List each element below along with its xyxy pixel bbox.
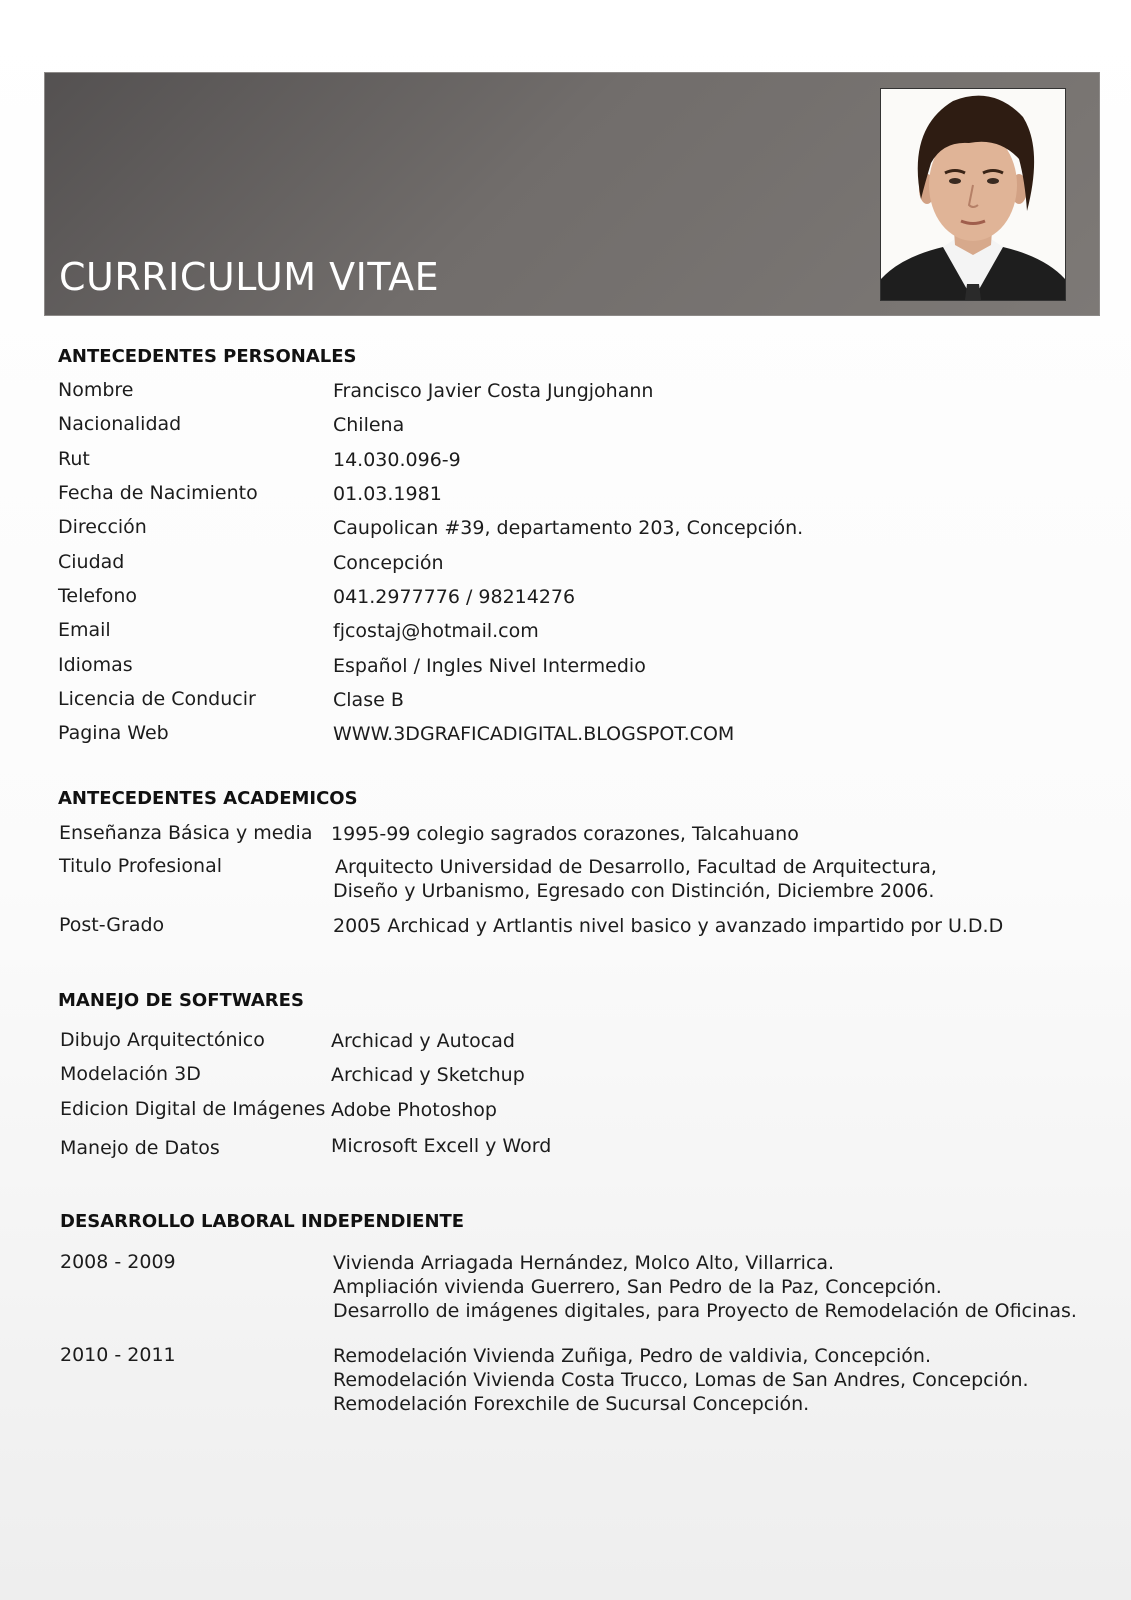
row-value xyxy=(331,822,799,846)
value-line: Remodelación Forexchile de Sucursal Concepción. xyxy=(333,1393,810,1415)
row-label: Nombre xyxy=(58,379,134,401)
section-title-personal: ANTECEDENTES PERSONALES xyxy=(58,346,357,367)
row-value: Adobe Photoshop xyxy=(331,1099,497,1121)
row-value: Clase B xyxy=(333,689,404,711)
row-label: Dirección xyxy=(58,516,147,538)
row-value: Español / Ingles Nivel Intermedio xyxy=(333,655,646,677)
value-line: Remodelación Vivienda Costa Trucco, Lomas de San Andres, Concepción. xyxy=(333,1369,1029,1391)
section-title-software: MANEJO DE SOFTWARES xyxy=(58,990,304,1011)
row-label: Manejo de Datos xyxy=(60,1137,220,1159)
row-label: Fecha de Nacimiento xyxy=(58,482,258,504)
value-line: Ampliación vivienda Guerrero, San Pedro de la Paz, Concepción. xyxy=(333,1276,942,1298)
value-line: Arquitecto Universidad de Desarrollo, Facultad de Arquitectura, xyxy=(335,856,937,878)
row-value: WWW.3DGRAFICADIGITAL.BLOGSPOT.COM xyxy=(333,723,735,745)
profile-photo xyxy=(880,88,1066,301)
row-label: Nacionalidad xyxy=(58,413,182,435)
row-label: Idiomas xyxy=(58,654,133,676)
row-label: Edicion Digital de Imágenes xyxy=(60,1098,326,1120)
header-banner xyxy=(44,72,1100,316)
row-value: Archicad y Sketchup xyxy=(331,1064,525,1086)
row-value xyxy=(333,914,1003,938)
row-label: 2008 - 2009 xyxy=(60,1251,176,1273)
row-value: 041.2977776 / 98214276 xyxy=(333,586,576,608)
row-value: fjcostaj@hotmail.com xyxy=(333,620,539,642)
row-label: Modelación 3D xyxy=(60,1063,201,1085)
row-label: Email xyxy=(58,619,111,641)
row-value: 14.030.096-9 xyxy=(333,449,461,471)
row-label: Rut xyxy=(58,448,90,470)
value-line: 1995-99 colegio sagrados corazones, Talcahuano xyxy=(331,823,799,845)
portrait-image xyxy=(881,89,1065,300)
value-line: 2005 Archicad y Artlantis nivel basico y avanzado impartido por U.D.D xyxy=(333,915,1004,937)
row-value: Francisco Javier Costa Jungjohann xyxy=(333,380,654,402)
row-value: Archicad y Autocad xyxy=(331,1030,515,1052)
row-label: Licencia de Conducir xyxy=(58,688,256,710)
row-label: Ciudad xyxy=(58,551,125,573)
page-title: CURRICULUM VITAE xyxy=(59,255,440,299)
row-value: Caupolican #39, departamento 203, Concepción. xyxy=(333,517,804,539)
value-line: Vivienda Arriagada Hernández, Molco Alto, Villarrica. xyxy=(333,1252,835,1274)
row-value: 01.03.1981 xyxy=(333,483,442,505)
row-label: Pagina Web xyxy=(58,722,169,744)
row-value: Chilena xyxy=(333,414,405,436)
row-value: Microsoft Excell y Word xyxy=(331,1135,552,1157)
value-line: Diseño y Urbanismo, Egresado con Distinción, Diciembre 2006. xyxy=(333,880,935,902)
value-line: Desarrollo de imágenes digitales, para Proyecto de Remodelación de Oficinas. xyxy=(333,1300,1077,1322)
row-label: 2010 - 2011 xyxy=(60,1344,176,1366)
row-label: Post-Grado xyxy=(59,914,165,936)
value-line: Remodelación Vivienda Zuñiga, Pedro de valdivia, Concepción. xyxy=(333,1345,931,1367)
row-label: Telefono xyxy=(58,585,138,607)
section-title-work: DESARROLLO LABORAL INDEPENDIENTE xyxy=(60,1211,465,1232)
row-value: Concepción xyxy=(333,552,444,574)
row-value xyxy=(333,1251,1077,1323)
row-label: Enseñanza Básica y media xyxy=(59,822,313,844)
section-title-academic: ANTECEDENTES ACADEMICOS xyxy=(58,788,358,809)
row-label: Titulo Profesional xyxy=(59,855,223,877)
row-value xyxy=(333,1344,1029,1416)
row-label: Dibujo Arquitectónico xyxy=(60,1029,265,1051)
row-value xyxy=(333,855,937,903)
